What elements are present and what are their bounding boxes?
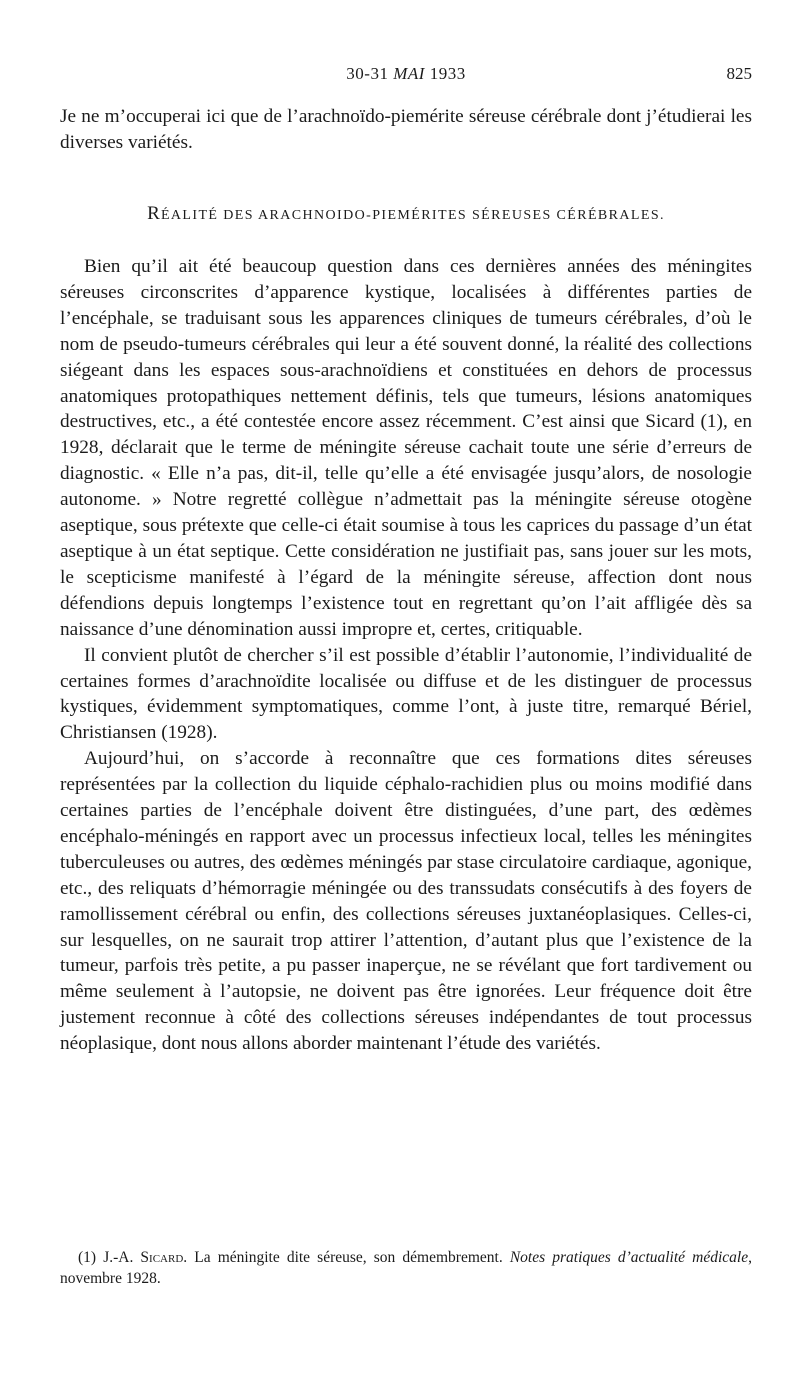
footnote-date: , novembre 1928. (60, 1249, 752, 1287)
body-text (60, 254, 752, 1057)
header-date-prefix: 30-31 (346, 64, 394, 83)
running-header (60, 64, 752, 90)
header-month: MAI (393, 64, 425, 83)
header-year: 1933 (424, 64, 466, 83)
footnote-author: J.-A. Sicard (103, 1249, 184, 1266)
section-heading (60, 203, 752, 225)
page-number: 825 (726, 64, 752, 83)
footnote-text (60, 1247, 752, 1289)
intro-paragraph: Je ne m’occuperai ici que de l’arachnoïdo-piemérite séreuse cérébrale dont j’étudierai les diverses variétés. (60, 106, 752, 153)
paragraph: Il convient plutôt de chercher s’il est possible d’établir l’autonomie, l’individualité de certaines formes d’arachnoïdite localisée ou diffuse et de les distinguer de processus kystiques, évidemment symptomatiques, comme l’ont, à juste titre, remarqué Bériel, Christiansen (1928). (60, 644, 752, 744)
footnote-number: (1) (78, 1249, 104, 1266)
running-title (60, 64, 752, 84)
footnote-title: . La méningite dite séreuse, son démembrement. (183, 1249, 510, 1266)
paragraph: Aujourd’hui, on s’accorde à reconnaître que ces formations dites séreuses représentées par la collection du liquide céphalo-rachidien plus ou moins modifié dans certaines parties de l’encéphale doivent être distinguées, d’une part, des œdèmes encéphalo-méningés en rapport avec un processus infectieux local, telles les méningites tuberculeuses ou autres, des œdèmes méningés par stase circulatoire cardiaque, agonique, etc., des reliquats d’hémorragie méningée ou des transsudats consécutifs à des foyers de ramollissement cérébral ou enfin, des collections séreuses juxtanéoplasiques. Celles-ci, sur lesquelles, on ne saurait trop attirer l’attention, d’autant plus que l’existence de la tumeur, parfois très petite, a pu passer inaperçue, ne se révélant que fort tardivement ou même seulement à l’autopsie, ne doivent pas être ignorées. Leur fréquence doit être justement reconnue à côté des collections séreuses indépendantes de tout processus néoplasique, dont nous allons aborder maintenant l’étude des variétés. (60, 748, 752, 1055)
paragraph: Bien qu’il ait été beaucoup question dans ces dernières années des méningites séreuses circonscrites d’apparence kystique, localisées à différentes parties de l’encéphale, se traduisant sous les apparences cliniques de tumeurs cérébrales, d’où le nom de pseudo-tumeurs cérébrales qui leur a été souvent donné, la réalité des collections siégeant dans les espaces sous-arachnoïdiens et constituées en dehors de processus anatomiques protopathiques nettement définis, tels que tumeurs, lésions anatomiques destructives, etc., a été contestée encore assez récemment. C’est ainsi que Sicard (1), en 1928, déclarait que le terme de méningite séreuse cachait toute une série d’erreurs de diagnostic. « Elle n’a pas, dit-il, telle qu’elle a été envisagée jusqu’alors, de nosologie autonome. » Notre regretté collègue n’admettait pas la méningite séreuse otogène aseptique, sous prétexte que celle-ci était soumise à tous les caprices du passage d’un état aseptique à un état septique. Cette considération ne justifiait pas, sans jouer sur les mots, le scepticisme manifesté à l’égard de la méningite séreuse, affection dont nous défendions depuis longtemps l’existence tout en regrettant qu’on l’ait affligée dès sa naissance d’une dénomination aussi impropre et, certes, critiquable. (60, 256, 752, 640)
section-heading-initial: R (147, 203, 161, 224)
footnote-journal: Notes pratiques d’actualité médicale (509, 1249, 749, 1266)
footnote (60, 1247, 752, 1289)
section-heading-text: ÉALITÉ DES ARACHNOIDO-PIEMÉRITES SÉREUSES CÉRÉBRALES. (160, 208, 665, 223)
